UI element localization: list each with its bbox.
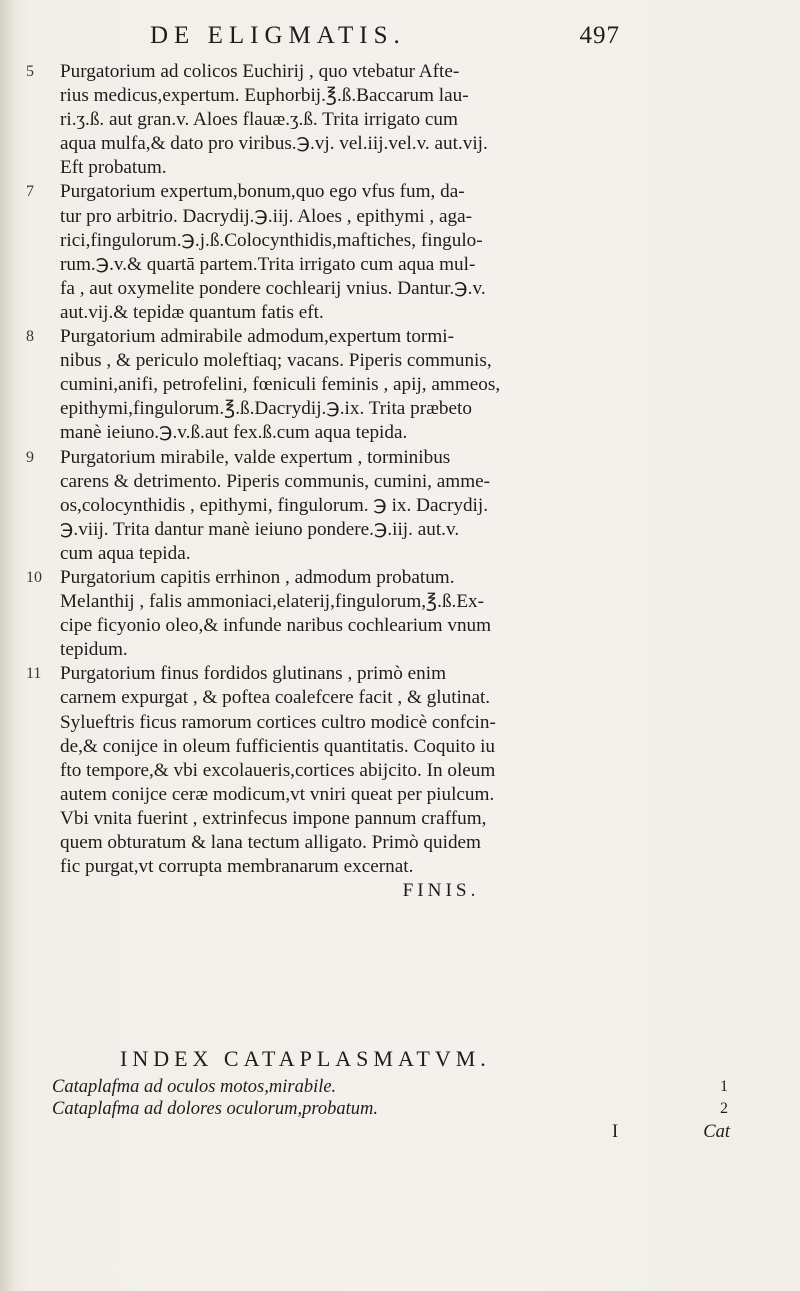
text-line: os,colocynthidis , epithymi, fingulorum. ℈ ix. Dacrydij. <box>60 494 489 516</box>
text-line: aqua mulfa,& dato pro viribus.℈.vj. vel.iij.vel.v. aut.vij. <box>60 133 488 155</box>
page-number: 497 <box>579 22 620 49</box>
finis-label: FINIS. <box>402 880 480 902</box>
text-line: aut.vij.& tepidæ quantum fatis eft. <box>60 301 324 323</box>
running-header <box>150 22 620 50</box>
entry-number: 9 <box>26 448 34 466</box>
text-line: ri.ʒ.ß. aut gran.v. Aloes flauæ.ʒ.ß. Trita irrigato cum <box>60 109 458 131</box>
index-item <box>52 1098 752 1120</box>
text-line: tepidum. <box>60 639 128 661</box>
footer-line <box>52 1122 752 1144</box>
header-title: DE ELIGMATIS. <box>150 22 406 49</box>
index-list <box>52 1076 752 1120</box>
text-line: Purgatorium admirabile admodum,expertum tormi- <box>60 326 454 348</box>
recipe-entry <box>26 446 786 566</box>
text-line: carnem expurgat , & poftea coalefcere facit , & glutinat. <box>60 687 491 709</box>
text-line: tur pro arbitrio. Dacrydij.℈.iij. Aloes , epithymi , aga- <box>60 205 472 227</box>
index-heading: INDEX CATAPLASMATVM. <box>120 1046 491 1071</box>
text-line: rici,fingulorum.℈.j.ß.Colocynthidis,maftiches, fingulo- <box>60 229 483 251</box>
entry-number: 7 <box>26 183 34 201</box>
text-line: carens & detrimento. Piperis communis, cumini, amme- <box>60 470 491 492</box>
text-line: Purgatorium ad colicos Euchirij , quo vtebatur Afte- <box>60 61 460 82</box>
text-line: Eft probatum. <box>60 157 167 179</box>
entry-number: 8 <box>26 328 34 346</box>
text-line: de,& conijce in oleum fufficientis quantitatis. Coquito iu <box>60 735 496 757</box>
page-gutter <box>0 0 14 1291</box>
text-line: manè ieiuno.℈.v.ß.aut fex.ß.cum aqua tepida. <box>60 422 408 444</box>
entry-number: 11 <box>26 665 42 683</box>
text-line: Melanthij , falis ammoniaci,elaterij,fingulorum,℥.ß.Ex- <box>60 591 485 613</box>
text-line: ℈.viij. Trita dantur manè ieiuno pondere.℈.iij. aut.v. <box>60 518 460 540</box>
recipe-entry <box>26 60 786 180</box>
text-line: cum aqua tepida. <box>60 542 191 564</box>
text-line: rum.℈.v.& quartā partem.Trita irrigato cum aqua mul- <box>60 253 476 275</box>
entry-number: 5 <box>26 63 34 80</box>
index-item-page: 1 <box>720 1078 728 1095</box>
recipe-entry <box>26 662 786 879</box>
text-line: autem conijce ceræ modicum,vt vniri queat per piulcum. <box>60 783 495 805</box>
text-line: nibus , & periculo moleftiaq; vacans. Piperis communis, <box>60 350 492 372</box>
index-item-page: 2 <box>720 1100 728 1117</box>
text-line: Vbi vnita fuerint , extrinfecus impone pannum craffum, <box>60 807 487 829</box>
text-line: Purgatorium finus fordidos glutinans , primò enim <box>60 663 447 685</box>
text-line: Sylueftris ficus ramorum cortices cultro modicè confcin- <box>60 711 496 733</box>
text-line: Purgatorium mirabile, valde expertum , torminibus <box>60 446 451 468</box>
entry-number: 10 <box>26 568 42 586</box>
text-line: epithymi,fingulorum.℥.ß.Dacrydij.℈.ix. Trita præbeto <box>60 398 472 420</box>
text-line: Purgatorium expertum,bonum,quo ego vfus fum, da- <box>60 181 465 203</box>
recipe-text <box>26 60 786 907</box>
recipe-entry <box>26 566 786 662</box>
recipe-entry <box>26 325 786 445</box>
text-line: fto tempore,& vbi excolaueris,cortices abijcito. In oleum <box>60 759 496 781</box>
catchword: Cat <box>703 1122 730 1142</box>
index-item-title: Cataplafma ad oculos motos,mirabile. <box>52 1077 337 1097</box>
text-line: rius medicus,expertum. Euphorbij.℥.ß.Baccarum lau- <box>60 85 469 107</box>
index-item <box>52 1076 752 1098</box>
text-line: cumini,anifi, petrofelini, fœniculi feminis , apij, ammeos, <box>60 374 501 396</box>
text-line: fic purgat,vt corrupta membranarum excernat. <box>60 856 414 878</box>
text-line: Purgatorium capitis errhinon , admodum probatum. <box>60 566 455 588</box>
text-line: fa , aut oxymelite pondere cochlearij vnius. Dantur.℈.v. <box>60 277 486 299</box>
index-item-title: Cataplafma ad dolores oculorum,probatum. <box>52 1099 378 1119</box>
text-line: cipe ficyonio oleo,& infunde naribus cochlearium vnum <box>60 615 492 637</box>
text-line: quem obturatum & lana tectum alligato. Primò quidem <box>60 832 481 853</box>
recipe-entry <box>26 180 786 325</box>
signature-mark: I <box>612 1122 619 1142</box>
